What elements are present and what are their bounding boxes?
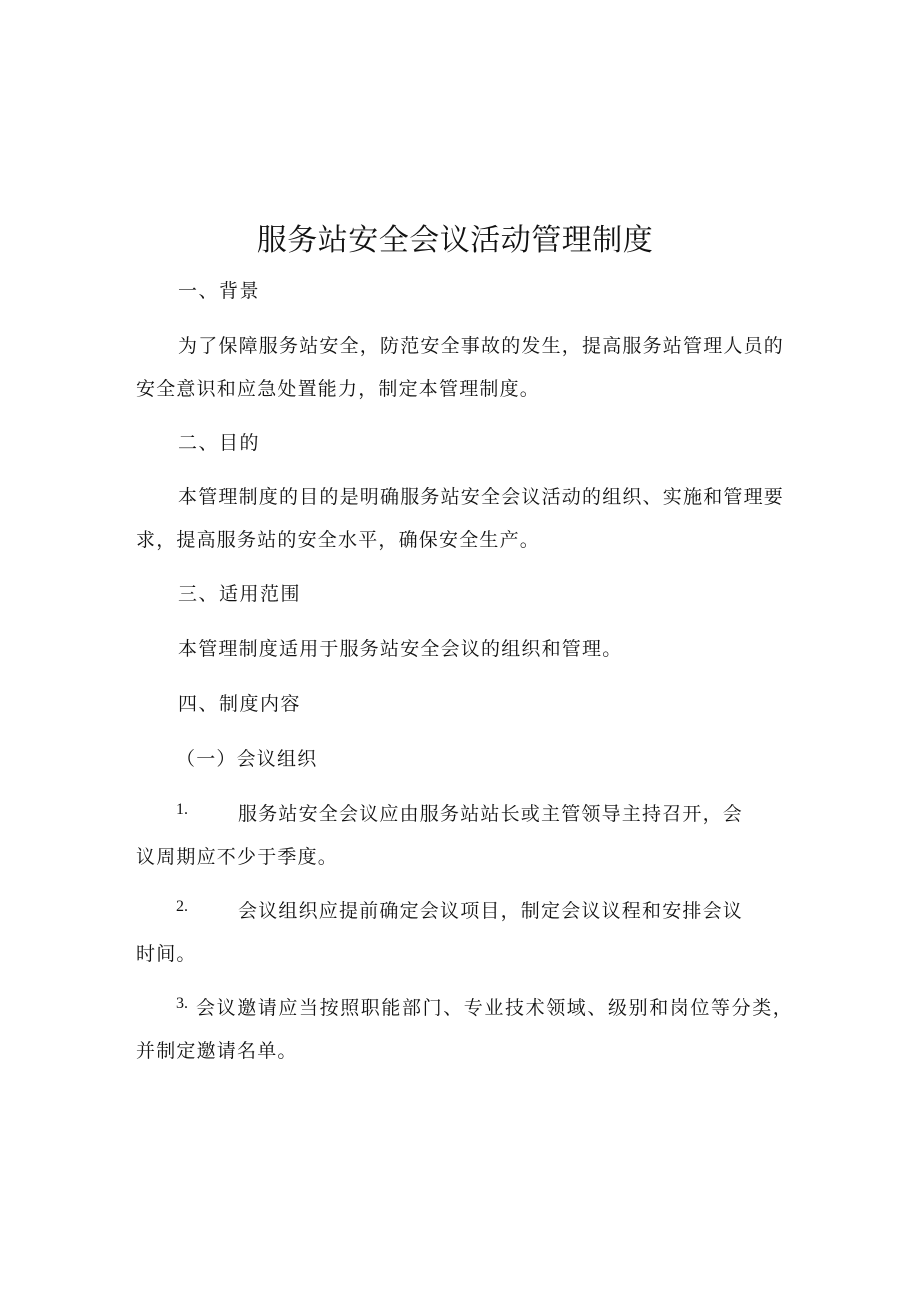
paragraph-line: 安全意识和应急处置能力，制定本管理制度。: [136, 378, 541, 400]
section-heading-background: 一、背景: [178, 280, 261, 302]
paragraph-line: 为了保障服务站安全，防范安全事故的发生，提高服务站管理人员的: [178, 335, 785, 357]
section-heading-purpose: 二、目的: [178, 432, 261, 454]
list-item-number: 2.: [176, 898, 188, 915]
paragraph-line: 本管理制度的目的是明确服务站安全会议活动的组织、实施和管理要: [178, 486, 785, 508]
list-item-text: 时间。: [136, 943, 197, 965]
list-item-text: 并制定邀请名单。: [136, 1040, 298, 1062]
paragraph-line: 本管理制度适用于服务站安全会议的组织和管理。: [178, 638, 623, 660]
section-heading-content: 四、制度内容: [178, 693, 302, 715]
list-item-number: 1.: [176, 801, 188, 818]
list-item-number: 3.: [176, 995, 188, 1012]
paragraph-line: 求，提高服务站的安全水平，确保安全生产。: [136, 529, 541, 551]
subsection-heading-meeting-organization: （一）会议组织: [176, 748, 318, 770]
list-item-text: 会议组织应提前确定会议项目，制定会议议程和安排会议: [238, 900, 744, 922]
list-item-text: 服务站安全会议应由服务站站长或主管领导主持召开，会: [238, 803, 744, 825]
document-title: 服务站安全会议活动管理制度: [256, 223, 654, 258]
list-item-text: 会议邀请应当按照职能部门、专业技术领域、级别和岗位等分类，: [196, 997, 794, 1019]
list-item-text: 议周期应不少于季度。: [136, 846, 339, 868]
section-heading-scope: 三、适用范围: [178, 583, 302, 605]
